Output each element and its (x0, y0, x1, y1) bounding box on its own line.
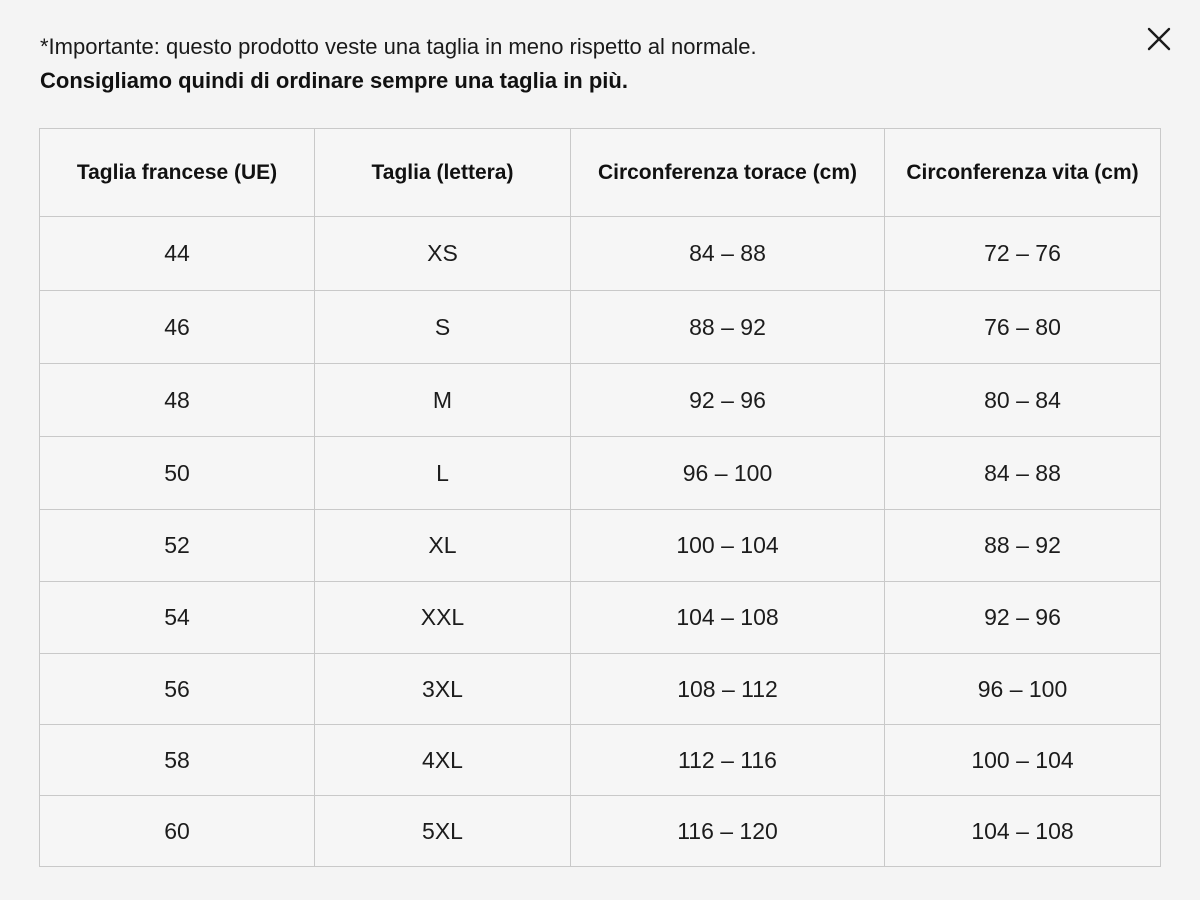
table-row (40, 725, 1161, 796)
cell-chest: 84 – 88 (571, 217, 885, 291)
cell-letter-size: M (315, 364, 571, 437)
cell-chest: 104 – 108 (571, 582, 885, 654)
table-row (40, 364, 1161, 437)
cell-chest: 92 – 96 (571, 364, 885, 437)
cell-eu-size: 44 (40, 217, 315, 291)
cell-eu-size: 46 (40, 291, 315, 364)
cell-letter-size: XXL (315, 582, 571, 654)
cell-eu-size: 54 (40, 582, 315, 654)
table-row (40, 510, 1161, 582)
size-chart-table (39, 128, 1161, 867)
cell-eu-size: 58 (40, 725, 315, 796)
close-icon (1146, 26, 1172, 52)
cell-letter-size: 3XL (315, 654, 571, 725)
cell-letter-size: XS (315, 217, 571, 291)
table-row (40, 582, 1161, 654)
cell-waist: 80 – 84 (885, 364, 1161, 437)
cell-letter-size: L (315, 437, 571, 510)
table-row (40, 291, 1161, 364)
header-letter-size: Taglia (lettera) (315, 129, 571, 217)
cell-waist: 88 – 92 (885, 510, 1161, 582)
cell-waist: 100 – 104 (885, 725, 1161, 796)
cell-letter-size: 4XL (315, 725, 571, 796)
cell-letter-size: S (315, 291, 571, 364)
table-row (40, 654, 1161, 725)
table-row (40, 217, 1161, 291)
notice-important-text: *Importante: questo prodotto veste una taglia in meno rispetto al normale. (40, 34, 757, 59)
cell-chest: 112 – 116 (571, 725, 885, 796)
close-button[interactable] (1142, 22, 1176, 56)
cell-chest: 108 – 112 (571, 654, 885, 725)
cell-waist: 96 – 100 (885, 654, 1161, 725)
header-chest-circumference: Circonferenza torace (cm) (571, 129, 885, 217)
cell-waist: 104 – 108 (885, 796, 1161, 867)
cell-chest: 88 – 92 (571, 291, 885, 364)
cell-waist: 92 – 96 (885, 582, 1161, 654)
cell-eu-size: 56 (40, 654, 315, 725)
header-waist-circumference: Circonferenza vita (cm) (885, 129, 1161, 217)
table-row (40, 437, 1161, 510)
cell-eu-size: 60 (40, 796, 315, 867)
cell-chest: 96 – 100 (571, 437, 885, 510)
table-header-row (40, 129, 1161, 217)
cell-eu-size: 48 (40, 364, 315, 437)
table-row (40, 796, 1161, 867)
cell-letter-size: 5XL (315, 796, 571, 867)
cell-chest: 116 – 120 (571, 796, 885, 867)
header-eu-size: Taglia francese (UE) (40, 129, 315, 217)
cell-eu-size: 50 (40, 437, 315, 510)
cell-waist: 72 – 76 (885, 217, 1161, 291)
cell-letter-size: XL (315, 510, 571, 582)
cell-waist: 76 – 80 (885, 291, 1161, 364)
cell-chest: 100 – 104 (571, 510, 885, 582)
cell-waist: 84 – 88 (885, 437, 1161, 510)
size-notice (40, 30, 1100, 98)
notice-recommendation-text: Consigliamo quindi di ordinare sempre una taglia in più. (40, 68, 628, 93)
cell-eu-size: 52 (40, 510, 315, 582)
